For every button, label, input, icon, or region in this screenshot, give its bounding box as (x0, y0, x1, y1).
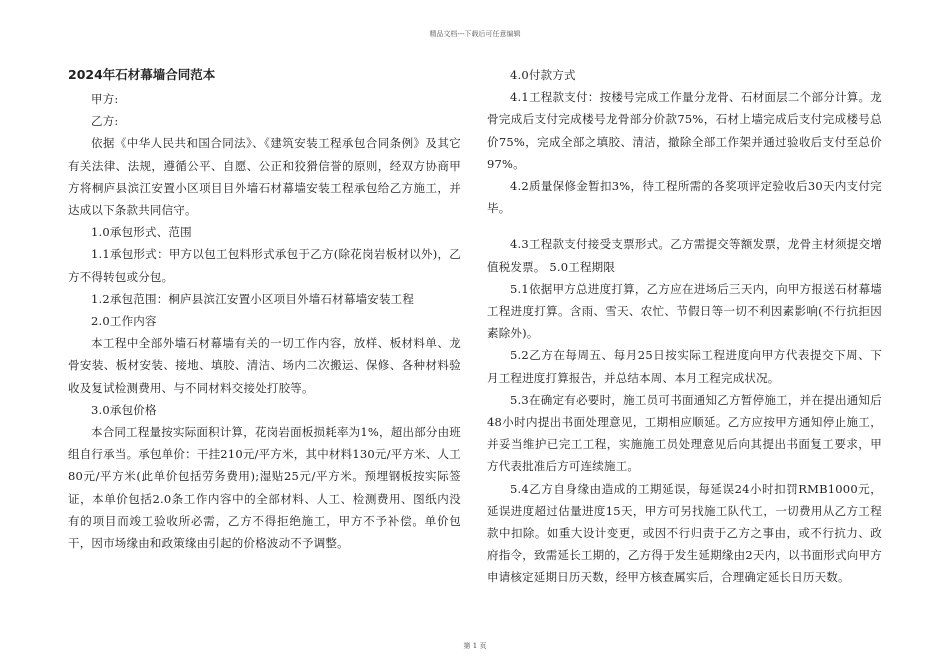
clause-paragraph: 5.3在确定有必要时，施工员可书面通知乙方暂停施工，并在提出通知后48小时内提出书面处理意见，工期相应顺延。乙方应按甲方通知停止施工，并妥当维护已完工工程，实施施工员处理意见后向其提出书面复工要求，甲方代表批准后方可连续施工。 (487, 392, 882, 474)
page-header: 精品文档---下载后可任意编辑 (429, 30, 521, 38)
section-heading: 1.0承包形式、范围 (91, 225, 192, 240)
page-number: 第 1 页 (463, 642, 487, 650)
right-column (487, 64, 882, 589)
clause-paragraph: 4.2质量保修金暂扣3%，待工程所需的各奖项评定验收后30天内支付完毕。 (487, 179, 882, 216)
section-heading: 3.0承包价格 (91, 402, 157, 417)
section-heading: 4.0付款方式 (510, 68, 576, 82)
clause-paragraph: 1.2承包范围：桐庐县滨江安置小区项目外墙石材幕墙安装工程 (91, 291, 415, 306)
document-title: 2024年石材幕墙合同范本 (68, 67, 216, 82)
party-a-line: 甲方: (91, 92, 119, 106)
clause-paragraph: 5.2乙方在每周五、每月25日按实际工程进度向甲方代表提交下周、下月工程进度打算报告，并总结本周、本月工程完成状况。 (487, 348, 882, 385)
section-heading: 2.0工作内容 (91, 314, 157, 329)
blank-gap (487, 219, 882, 233)
clause-paragraph: 本工程中全部外墙石材幕墙有关的一切工作内容，放样、板材料单、龙骨安装、板材安装、接地、填胶、清洁、场内二次搬运、保修、各种材料验收及复试检测费用、与不同材料交接处打胶等。 (68, 336, 461, 395)
preamble-paragraph: 依据《中华人民共和国合同法》、《建筑安装工程承包合同条例》及其它有关法律、法规，遵循公平、自愿、公正和狡猾信誉的原则，经双方协商甲方将桐庐县滨江安置小区项目目外墙石材幕墙安装工程承包给乙方施工，并达成以下条款共同信守。 (68, 136, 461, 218)
clause-paragraph: 4.1工程款支付：按楼号完成工作量分龙骨、石材面层二个部分计算。龙骨完成后支付完成楼号龙骨部分价款75%，石材上墙完成后支付完成楼号总价75%，完成全部之填胶、清洁，撤除全部工作架并通过验收后支付至总价97%。 (487, 90, 882, 171)
party-b-line: 乙方: (91, 114, 119, 129)
left-column (68, 62, 461, 554)
clause-paragraph: 本合同工程量按实际面积计算，花岗岩面板损耗率为1%，超出部分由班组自行承当。承包单价：干挂210元/平方米，其中材料130元/平方米、人工80元/平方米(此单价包括劳务费用);湿贴25元/平方米。预埋钢板按实际签证，本单价包括2.0条工作内容中的全部材料、人工、检测费用、图纸内没有的项目而竣工验收所必需，乙方不得拒绝施工，甲方不予补偿。单价包干，因市场缘由和政策缘由引起的价格波动不予调整。 (68, 425, 461, 551)
clause-paragraph: 1.1承包形式：甲方以包工包料形式承包于乙方(除花岗岩板材以外)，乙方不得转包或分包。 (68, 247, 461, 284)
clause-paragraph: 4.3工程款支付接受支票形式。乙方需提交等额发票，龙骨主材须提交增值税发票。 5.0工程期限 (487, 237, 882, 274)
clause-paragraph: 5.1依据甲方总进度打算，乙方应在进场后三天内，向甲方报送石材幕墙工程进度打算。含雨、雪天、农忙、节假日等一切不利因素影响(不行抗拒因素除外)。 (487, 281, 882, 341)
clause-paragraph: 5.4乙方自身缘由造成的工期延误，每延误24小时扣罚RMB1000元，延误进度超过估量进度15天，甲方可另找施工队代工，一切费用从乙方工程款中扣除。如重大设计变更，或因不行归责于乙方之事由，或不行抗力、政府指令，致需延长工期的，乙方得于发生延期缘由2天内，以书面形式向甲方申请核定延期日历天数，经甲方核查属实后，合理确定延长日历天数。 (487, 481, 882, 585)
